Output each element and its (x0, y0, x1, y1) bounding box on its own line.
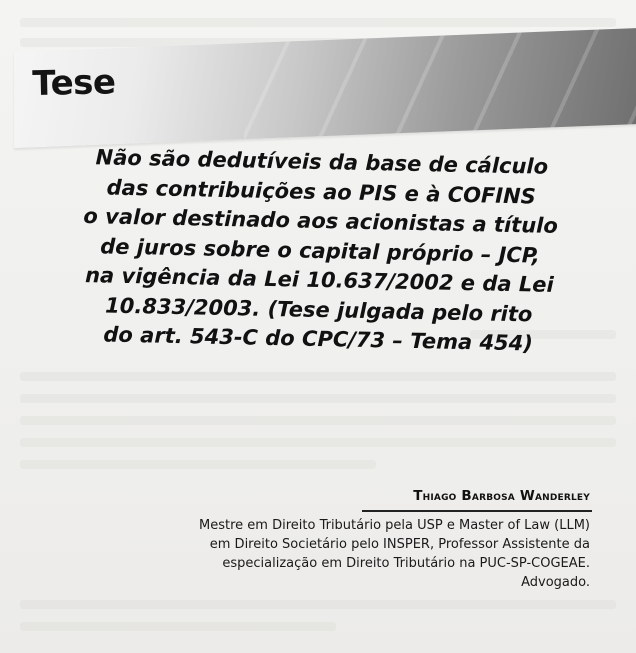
bleed-through-line (20, 416, 616, 425)
thesis-line: de juros sobre o capital próprio – JCP, (99, 233, 541, 268)
thesis-statement (38, 142, 602, 360)
bleed-through-line (20, 372, 616, 381)
author-bio (150, 516, 590, 592)
thesis-line: o valor destinado aos acionistas a título (83, 204, 559, 238)
bio-line: Mestre em Direito Tributário pela USP e Master of Law (LLM) (199, 518, 590, 533)
thesis-line: do art. 543-C do CPC/73 – Tema 454) (103, 322, 534, 356)
bio-line: em Direito Societário pelo INSPER, Professor Assistente da (209, 537, 590, 552)
bio-line: Advogado. (521, 575, 590, 590)
thesis-line: na vigência da Lei 10.637/2002 e da Lei (84, 263, 554, 297)
author-name: Thiago Barbosa Wanderley (413, 488, 590, 504)
bleed-through-line (20, 438, 616, 447)
thesis-line: Não são dedutíveis da base de cálculo (95, 145, 549, 179)
bleed-through-line (20, 600, 616, 609)
thesis-line: 10.833/2003. (Tese julgada pelo rito (104, 293, 533, 326)
bleed-through-line (20, 394, 616, 403)
thesis-line: das contribuições ao PIS e à COFINS (106, 175, 537, 209)
bleed-through-line (20, 18, 616, 27)
section-title: Tese (32, 62, 116, 104)
bleed-through-line (20, 622, 336, 631)
bleed-through-line (20, 460, 376, 469)
bio-line: especialização em Direito Tributário na PUC-SP-COGEAE. (222, 556, 590, 571)
author-divider (362, 510, 592, 512)
